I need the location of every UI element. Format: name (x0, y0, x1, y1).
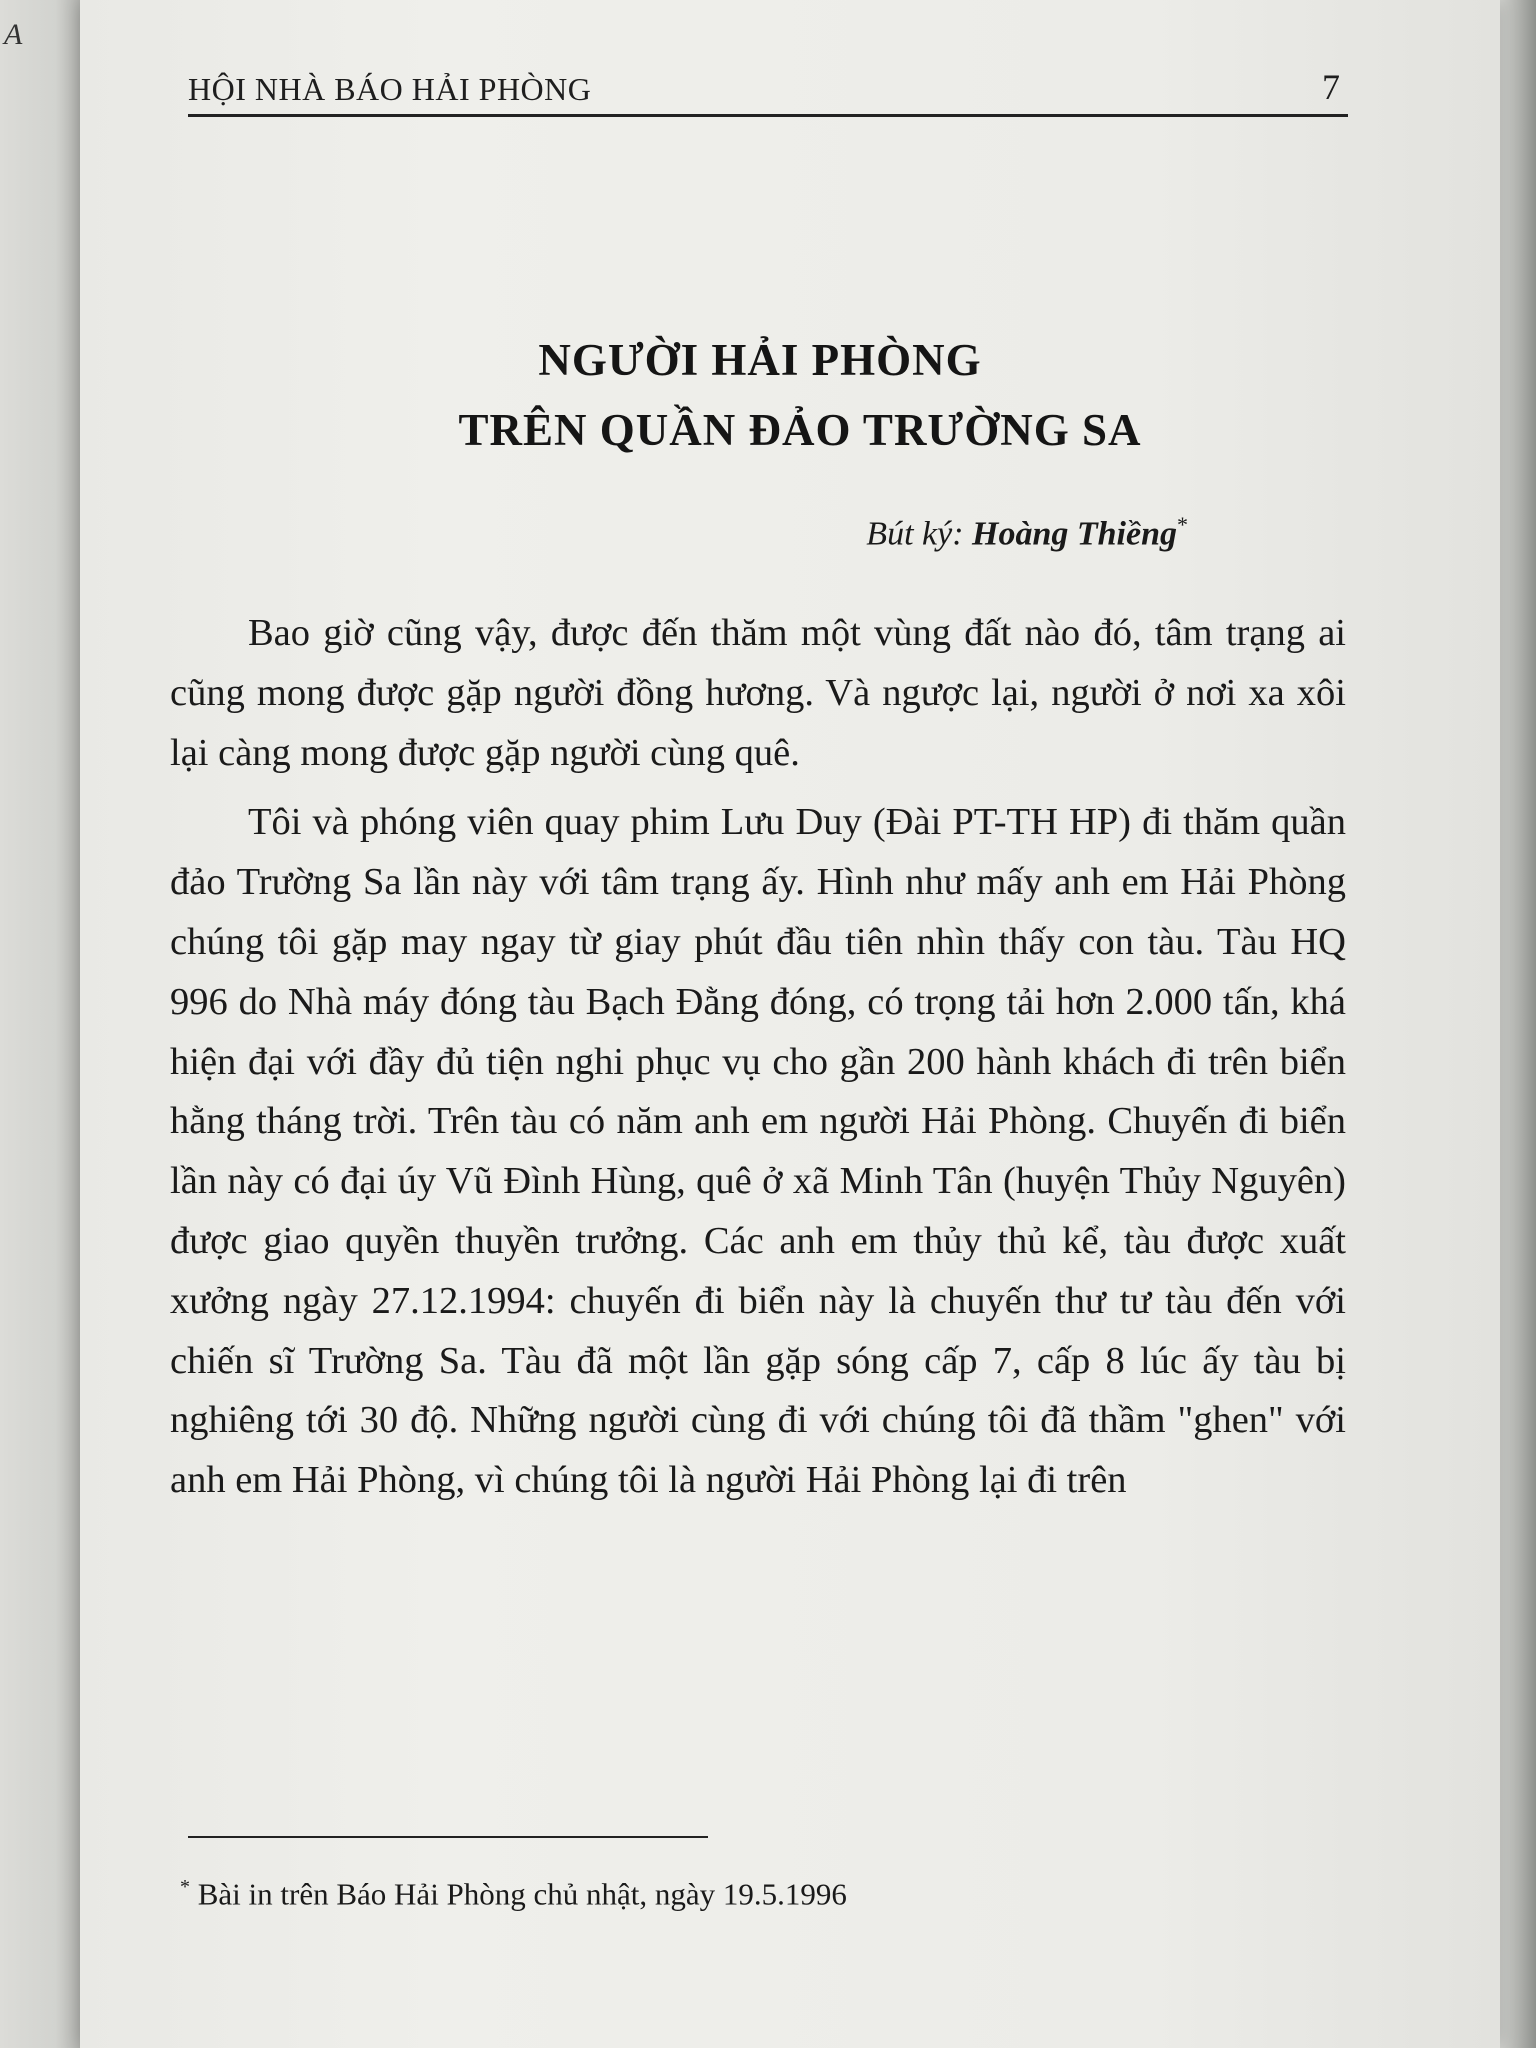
book-page (80, 0, 1500, 2048)
paragraph-2: Tôi và phóng viên quay phim Lưu Duy (Đài PT-TH HP) đi thăm quần đảo Trường Sa lần này với tâm trạng ấy. Hình như mấy anh em Hải Phòng chúng tôi gặp may ngay từ giay phút đầu tiên nhìn thấy con tàu. Tàu HQ 996 do Nhà máy đóng tàu Bạch Đằng đóng, có trọng tải hơn 2.000 tấn, khá hiện đại với đầy đủ tiện nghi phục vụ cho gần 200 hành khách đi trên biển hằng tháng trời. Trên tàu có năm anh em người Hải Phòng. Chuyến đi biển lần này có đại úy Vũ Đình Hùng, quê ở xã Minh Tân (huyện Thủy Nguyên) được giao quyền thuyền trưởng. Các anh em thủy thủ kể, tàu được xuất xưởng ngày 27.12.1994: chuyến đi biển này là chuyến thư tư tàu đến với chiến sĩ Trường Sa. Tàu đã một lần gặp sóng cấp 7, cấp 8 lúc ấy tàu bị nghiêng tới 30 độ. Những người cùng đi với chúng tôi đã thầm "ghen" với anh em Hải Phòng, vì chúng tôi là người Hải Phòng lại đi trên (170, 801, 1346, 1502)
article-title-line-1: NGƯỜI HẢI PHÒNG (538, 335, 982, 385)
byline-footnote-mark: * (1177, 512, 1188, 537)
article-title-line-2: TRÊN QUẦN ĐẢO TRƯỜNG SA (458, 405, 1142, 455)
footnote-mark: * (180, 1876, 190, 1898)
footnote-text: Bài in trên Báo Hải Phòng chủ nhật, ngày 19.5.1996 (197, 1876, 847, 1912)
footnote (180, 1876, 847, 1912)
header-rule (188, 114, 1348, 117)
paragraph-1: Bao giờ cũng vậy, được đến thăm một vùng đất nào đó, tâm trạng ai cũng mong được gặp người đồng hương. Và ngược lại, người ở nơi xa xôi lại càng mong được gặp người cùng quê. (170, 612, 1346, 774)
footnote-rule (188, 1836, 708, 1838)
byline (866, 512, 1188, 553)
running-header (188, 62, 1348, 114)
page-number: 7 (1322, 67, 1340, 107)
running-title: HỘI NHÀ BÁO HẢI PHÒNG (188, 71, 592, 107)
article-body (170, 604, 1346, 1521)
byline-author: Hoàng Thiềng (972, 515, 1177, 553)
byline-label: Bút ký: (866, 515, 964, 553)
adjacent-page-letter: A (4, 18, 23, 51)
adjacent-page-edge (0, 0, 92, 2048)
